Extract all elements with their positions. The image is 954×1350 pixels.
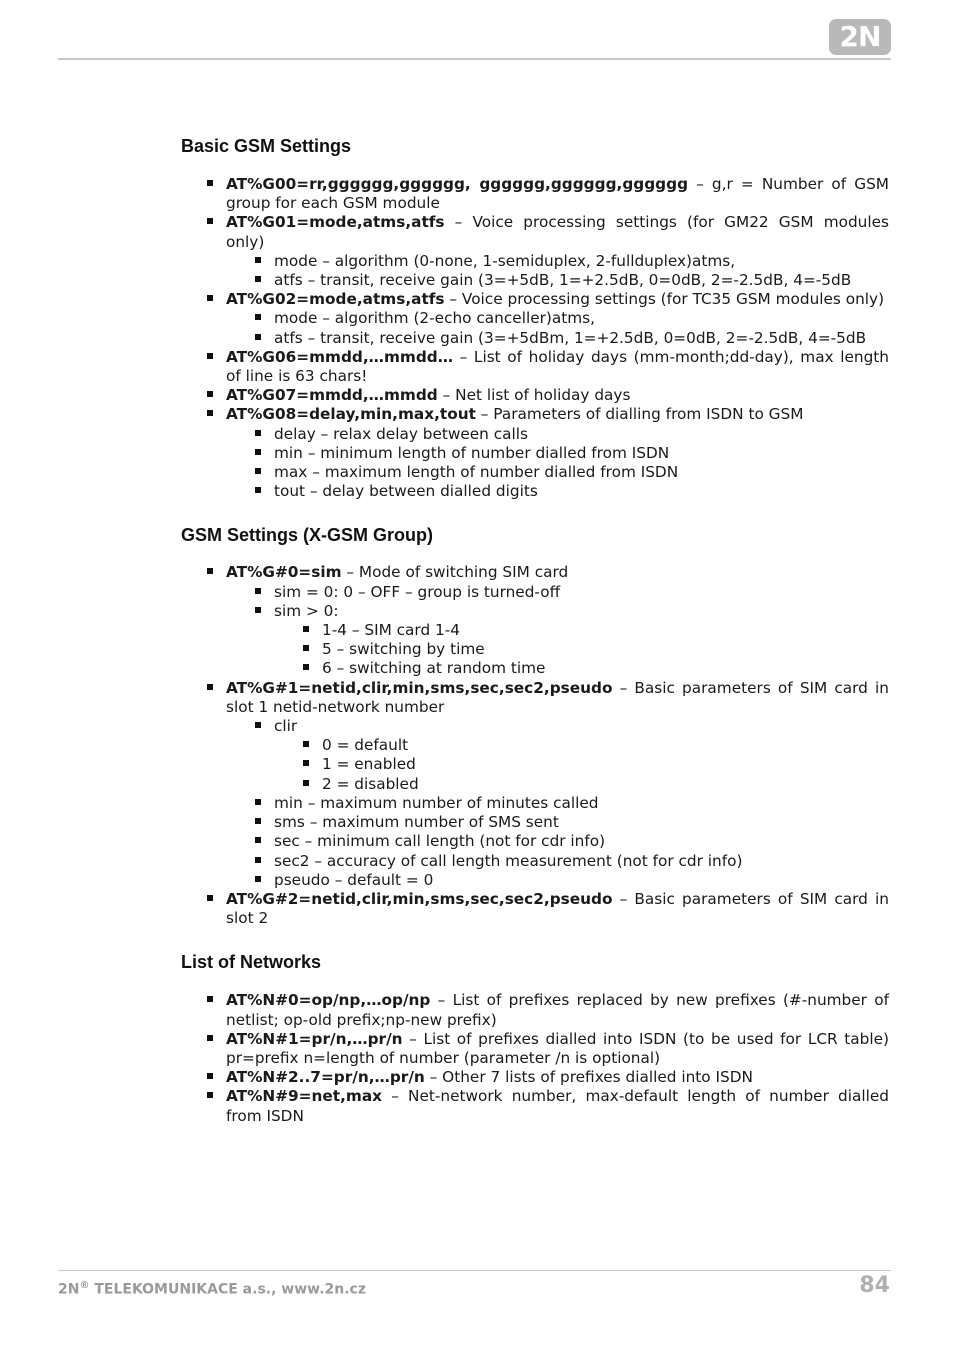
command-name: AT%G06=mmdd,…mmdd… xyxy=(226,347,454,366)
sub-list-item: sms – maximum number of SMS sent xyxy=(181,813,889,832)
footer-company xyxy=(58,1280,366,1298)
sub-sub-list-item: 1-4 – SIM card 1-4 xyxy=(181,621,889,640)
section-heading: List of Networks xyxy=(181,952,322,973)
command-name: AT%N#0=op/np,…op/np xyxy=(226,991,431,1010)
sub-list-item xyxy=(181,602,889,679)
sub-list-item: sec – minimum call length (not for cdr info) xyxy=(181,832,889,851)
sub-list-item-label: sim > 0: xyxy=(274,601,339,620)
command-description: – Parameters of dialling from ISDN to GSM xyxy=(475,405,804,424)
sub-sub-list-item: 2 = disabled xyxy=(181,775,889,794)
command-name: AT%G01=mode,atms,atfs xyxy=(226,213,445,232)
section-basic-gsm-settings xyxy=(181,134,889,501)
list-item xyxy=(181,348,889,386)
sub-sub-list-item: 6 – switching at random time xyxy=(181,659,889,678)
sub-list-item: delay – relax delay between calls xyxy=(181,425,889,444)
command-description: – Voice processing settings (for TC35 GSM modules only) xyxy=(444,290,885,309)
list-item xyxy=(181,890,889,928)
list-item xyxy=(181,563,889,678)
section-heading: GSM Settings (X-GSM Group) xyxy=(181,525,433,546)
section-gsm-settings-x-gsm-group xyxy=(181,523,889,928)
footer-company-prefix: 2N xyxy=(58,1281,80,1298)
sub-sub-list xyxy=(274,621,889,679)
list-item xyxy=(181,405,889,501)
list-item xyxy=(181,679,889,890)
footer-rule xyxy=(58,1270,891,1271)
sub-sub-list-item: 1 = enabled xyxy=(181,755,889,774)
list-item xyxy=(181,1068,889,1087)
sub-list-item: atfs – transit, receive gain (3=+5dBm, 1=+2.5dB, 0=0dB, 2=-2.5dB, 4=-5dB xyxy=(181,329,889,348)
command-description: – List of prefixes replaced by new prefixes (#-number of netlist; op-old prefix;np-new prefix) xyxy=(226,991,889,1029)
section-heading: Basic GSM Settings xyxy=(181,136,352,156)
command-description: – g,r = Number of GSM group for each GSM module xyxy=(226,175,889,213)
sub-list-item: tout – delay between dialled digits xyxy=(181,482,889,501)
sub-list xyxy=(226,717,889,890)
command-description: – Net list of holiday days xyxy=(437,386,631,405)
2n-logo: 2N xyxy=(829,19,891,55)
command-name: AT%G07=mmdd,…mmdd xyxy=(226,386,438,405)
sub-list xyxy=(226,425,889,502)
command-description: – List of holiday days (mm-month;dd-day), max length of line is 63 chars! xyxy=(226,347,889,386)
header-rule xyxy=(58,58,891,60)
sub-list xyxy=(226,309,889,347)
list-item xyxy=(181,1030,889,1068)
sub-list-item: mode – algorithm (2-echo canceller)atms, xyxy=(181,309,889,328)
section-list-of-networks xyxy=(181,950,889,1125)
command-name: AT%G02=mode,atms,atfs xyxy=(226,290,445,309)
command-name: AT%G#2=netid,clir,min,sms,sec,sec2,pseudo xyxy=(226,889,613,908)
command-list xyxy=(181,563,889,928)
command-description: – Basic parameters of SIM card in slot 1 netid-network number xyxy=(226,678,889,716)
sub-list-item-label: clir xyxy=(274,717,298,736)
sub-list-item xyxy=(181,717,889,794)
command-name: AT%N#9=net,max xyxy=(226,1087,383,1106)
command-description: – Voice processing settings (for GM22 GSM modules only) xyxy=(226,213,889,251)
page-content xyxy=(181,134,889,1126)
sub-sub-list-item: 0 = default xyxy=(181,736,889,755)
list-item xyxy=(181,991,889,1029)
list-item xyxy=(181,175,889,213)
list-item xyxy=(181,213,889,290)
sub-list-item: mode – algorithm (0-none, 1-semiduplex, 2-fullduplex)atms, xyxy=(181,252,889,271)
command-description: – Other 7 lists of prefixes dialled into ISDN xyxy=(424,1068,753,1087)
footer-company-text: TELEKOMUNIKACE a.s., www.2n.cz xyxy=(89,1281,366,1298)
command-list xyxy=(181,175,889,501)
sub-list-item: sec2 – accuracy of call length measurement (not for cdr info) xyxy=(181,852,889,871)
sub-list-item: min – maximum number of minutes called xyxy=(181,794,889,813)
sub-sub-list xyxy=(274,736,889,794)
command-list xyxy=(181,991,889,1125)
sub-list-item: pseudo – default = 0 xyxy=(181,871,889,890)
sub-sub-list-item: 5 – switching by time xyxy=(181,640,889,659)
sub-list-item: sim = 0: 0 – OFF – group is turned-off xyxy=(181,583,889,602)
command-name: AT%G#1=netid,clir,min,sms,sec,sec2,pseudo xyxy=(226,678,613,697)
list-item xyxy=(181,1087,889,1125)
registered-mark: ® xyxy=(79,1280,90,1291)
sub-list xyxy=(226,252,889,290)
page-number: 84 xyxy=(859,1273,890,1298)
command-name: AT%N#2..7=pr/n,…pr/n xyxy=(226,1068,425,1087)
sub-list-item: min – minimum length of number dialled from ISDN xyxy=(181,444,889,463)
command-name: AT%G#0=sim xyxy=(226,563,342,582)
command-description: – Basic parameters of SIM card in slot 2 xyxy=(226,889,889,928)
list-item xyxy=(181,386,889,405)
sub-list xyxy=(226,583,889,679)
sub-list-item: atfs – transit, receive gain (3=+5dB, 1=+2.5dB, 0=0dB, 2=-2.5dB, 4=-5dB xyxy=(181,271,889,290)
command-name: AT%N#1=pr/n,…pr/n xyxy=(226,1029,403,1048)
command-name: AT%G08=delay,min,max,tout xyxy=(226,405,476,424)
command-description: – List of prefixes dialled into ISDN (to be used for LCR table) pr=prefix n=length of number (parameter /n is optional) xyxy=(226,1029,889,1067)
list-item xyxy=(181,290,889,348)
command-description: – Net-network number, max-default length of number dialled from ISDN xyxy=(226,1087,889,1125)
command-name: AT%G00=rr,gggggg,gggggg, gggggg,gggggg,gggggg xyxy=(226,175,689,193)
sub-list-item: max – maximum length of number dialled from ISDN xyxy=(181,463,889,482)
command-description: – Mode of switching SIM card xyxy=(341,563,569,582)
